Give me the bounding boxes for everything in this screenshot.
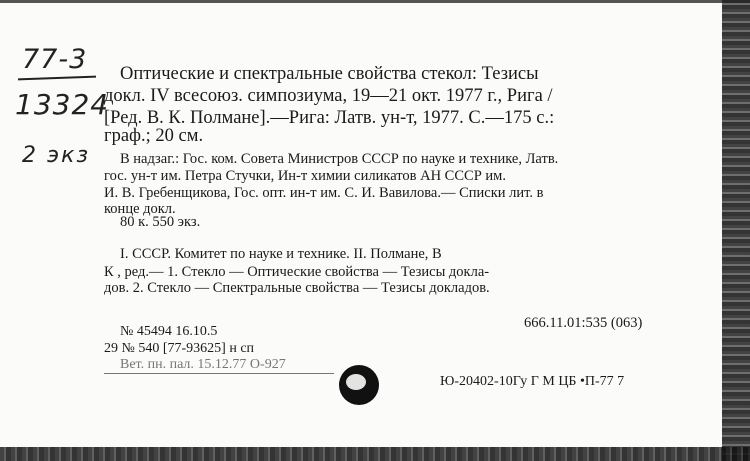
title-line-1: Оптические и спектральные свойства стекол: Тезисы [120,64,539,84]
note-line-2: гос. ун-т им. Петра Стучки, Ин-т химии силикатов АН СССР им. [104,168,506,184]
card-bottom-edge [0,447,750,461]
footer-rule [104,373,334,374]
shelf-mark: 77-3 [22,44,88,75]
shelf-mark-underline [18,76,96,81]
price-and-print-run: 80 к. 550 экз. [120,214,201,230]
title-line-4: граф.; 20 см. [104,126,204,146]
note-line-3: И. В. Гребенщикова, Гос. опт. ин-т им. С. И. Вавилова.— Списки лит. в [104,185,544,201]
note-line-4: конце докл. [104,201,176,217]
signed-to-print: Вет. пн. пал. 15.12.77 О-927 [120,357,286,372]
card-number: № 45494 16.10.5 [120,324,218,339]
title-line-2: докл. IV всесоюз. симпозиума, 19—21 окт. 1977 г., Рига / [104,86,553,106]
udc-index: 666.11.01:535 (063) [524,315,643,331]
title-line-3: [Ред. В. К. Полмане].—Рига: Латв. ун-т, 1977. С.—175 с.: [104,108,555,128]
note-line-1: В надзаг.: Гос. ком. Совета Министров СССР по науке и технике, Латв. [120,151,559,167]
card-punch-hole [339,365,379,405]
tracing-line-2: К , ред.— 1. Стекло — Оптические свойства — Тезисы докла- [104,264,490,280]
tracing-line-3: дов. 2. Стекло — Спектральные свойства — Тезисы докладов. [104,280,490,296]
card-right-edge [722,0,750,461]
printer-code: Ю-20402-10Гу Г М ЦБ •П-77 7 [440,374,625,389]
copies-note: 2 экз [22,143,91,168]
inventory-number: 13324 [15,88,110,121]
tracing-line-1: I. СССР. Комитет по науке и технике. II. Полмане, В [120,246,442,262]
order-number: 29 № 540 [77-93625] н сп [104,341,255,356]
card-top-edge [0,0,750,3]
